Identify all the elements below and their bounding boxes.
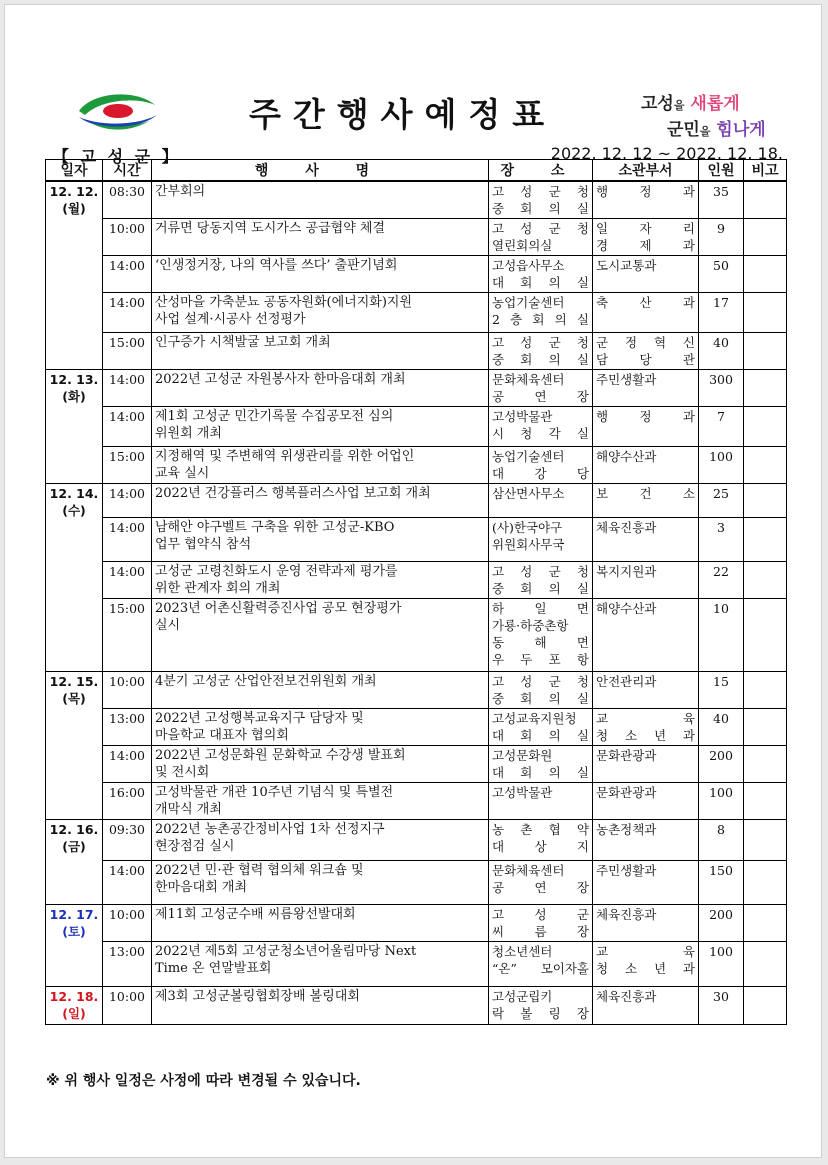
event-line: 2022년 민·관 협력 협의체 워크숍 및 bbox=[155, 863, 364, 878]
note-cell bbox=[744, 518, 787, 562]
count-cell: 10 bbox=[699, 599, 744, 672]
dept-cell bbox=[593, 407, 699, 447]
dept-line: 경 제 과 bbox=[596, 238, 695, 253]
place-line: 고 성 군 bbox=[492, 907, 589, 922]
schedule-body bbox=[46, 181, 787, 1025]
event-line: 제1회 고성군 민간기록물 수집공모전 심의 bbox=[155, 409, 394, 424]
time-cell: 08:30 bbox=[103, 181, 152, 219]
place-line: 중 회 의 실 bbox=[492, 201, 589, 216]
weekly-schedule-table bbox=[45, 159, 787, 1025]
dept-cell bbox=[593, 256, 699, 293]
time-cell: 14:00 bbox=[103, 407, 152, 447]
table-row bbox=[46, 256, 787, 293]
time-cell: 14:00 bbox=[103, 293, 152, 333]
place-cell bbox=[489, 905, 593, 942]
col-header-time: 시간 bbox=[103, 160, 152, 182]
slogan-word-goseong: 고성 bbox=[641, 94, 674, 114]
place-line: 가룡·하중촌항 bbox=[492, 618, 569, 633]
place-line: 고 성 군 청 bbox=[492, 674, 589, 689]
place-cell bbox=[489, 407, 593, 447]
event-line: 위한 관계자 회의 개최 bbox=[155, 581, 281, 596]
place-cell bbox=[489, 447, 593, 484]
note-cell bbox=[744, 709, 787, 746]
count-cell: 7 bbox=[699, 407, 744, 447]
note-cell bbox=[744, 861, 787, 905]
place-line: 대 회 의 실 bbox=[492, 275, 589, 290]
weekday-text: (금) bbox=[62, 839, 86, 854]
date-text: 12. 17. bbox=[49, 907, 99, 922]
place-line: 대 상 지 bbox=[492, 839, 589, 854]
event-line: 실시 bbox=[155, 618, 181, 633]
event-line: 2022년 농촌공간정비사업 1차 선정지구 bbox=[155, 822, 385, 837]
note-cell bbox=[744, 484, 787, 518]
place-line: 공 연 장 bbox=[492, 880, 589, 895]
count-cell: 40 bbox=[699, 333, 744, 370]
table-row bbox=[46, 861, 787, 905]
slogan-word-energy: 힘나게 bbox=[716, 120, 766, 140]
dept-line: 주민생활과 bbox=[596, 863, 657, 878]
place-line: (사)한국야구 bbox=[492, 520, 563, 535]
county-slogan bbox=[641, 89, 791, 141]
weekday-text: (일) bbox=[62, 1006, 86, 1021]
note-cell bbox=[744, 820, 787, 861]
dept-line: 해양수산과 bbox=[596, 601, 657, 616]
event-cell bbox=[152, 518, 489, 562]
event-line: 2022년 건강플러스 행복플러스사업 보고회 개최 bbox=[155, 486, 431, 501]
place-line: 고성읍사무소 bbox=[492, 258, 565, 273]
time-cell: 10:00 bbox=[103, 905, 152, 942]
weekday-text: (목) bbox=[62, 691, 86, 706]
dept-cell bbox=[593, 447, 699, 484]
dept-cell bbox=[593, 672, 699, 709]
event-line: Time 온 연말발표회 bbox=[155, 961, 272, 976]
dept-line: 문화관광과 bbox=[596, 748, 657, 763]
weekday-text: (화) bbox=[62, 389, 86, 404]
place-cell bbox=[489, 599, 593, 672]
dept-line: 문화관광과 bbox=[596, 785, 657, 800]
note-cell bbox=[744, 746, 787, 783]
event-line: 현장점검 실시 bbox=[155, 839, 235, 854]
note-cell bbox=[744, 293, 787, 333]
count-cell: 25 bbox=[699, 484, 744, 518]
count-cell: 17 bbox=[699, 293, 744, 333]
event-cell bbox=[152, 987, 489, 1025]
place-cell bbox=[489, 746, 593, 783]
place-cell bbox=[489, 256, 593, 293]
place-cell bbox=[489, 672, 593, 709]
date-text: 12. 18. bbox=[49, 989, 99, 1004]
place-cell bbox=[489, 293, 593, 333]
note-cell bbox=[744, 447, 787, 484]
count-cell: 15 bbox=[699, 672, 744, 709]
time-cell: 10:00 bbox=[103, 219, 152, 256]
place-line: 고성박물관 bbox=[492, 409, 553, 424]
event-line: 및 전시회 bbox=[155, 765, 210, 780]
event-line: 한마음대회 개최 bbox=[155, 880, 248, 895]
time-cell: 13:00 bbox=[103, 709, 152, 746]
dept-cell bbox=[593, 484, 699, 518]
weekday-text: (월) bbox=[62, 201, 86, 216]
event-cell bbox=[152, 219, 489, 256]
note-cell bbox=[744, 256, 787, 293]
place-line: 농업기술센터 bbox=[492, 449, 565, 464]
page-title: 주간행사예정표 bbox=[249, 95, 557, 134]
time-cell: 15:00 bbox=[103, 447, 152, 484]
table-row bbox=[46, 820, 787, 861]
event-cell bbox=[152, 484, 489, 518]
event-line: 거류면 당동지역 도시가스 공급협약 체결 bbox=[155, 221, 386, 236]
time-cell: 14:00 bbox=[103, 861, 152, 905]
dept-line: 농촌정책과 bbox=[596, 822, 657, 837]
dept-cell bbox=[593, 861, 699, 905]
event-line: 개막식 개최 bbox=[155, 802, 222, 817]
schedule-period: 2022. 12. 12 ~ 2022. 12. 18. bbox=[550, 144, 783, 163]
table-row bbox=[46, 219, 787, 256]
event-cell bbox=[152, 672, 489, 709]
date-text: 12. 15. bbox=[49, 674, 99, 689]
time-cell: 14:00 bbox=[103, 370, 152, 407]
note-cell bbox=[744, 599, 787, 672]
note-cell bbox=[744, 333, 787, 370]
place-line: 고성군립키 bbox=[492, 989, 553, 1004]
dept-line: 담 당 관 bbox=[596, 352, 695, 367]
place-line: 고 성 군 청 bbox=[492, 221, 589, 236]
dept-cell bbox=[593, 518, 699, 562]
event-line: 4분기 고성군 산업안전보건위원회 개최 bbox=[155, 674, 377, 689]
footnote: ※ 위 행사 일정은 사정에 따라 변경될 수 있습니다. bbox=[46, 1073, 361, 1089]
place-line: 고성박물관 bbox=[492, 785, 553, 800]
col-header-dept: 소관부서 bbox=[593, 160, 699, 182]
slogan-word-residents: 군민 bbox=[667, 120, 700, 140]
count-cell: 40 bbox=[699, 709, 744, 746]
event-cell bbox=[152, 407, 489, 447]
col-header-note: 비고 bbox=[744, 160, 787, 182]
count-cell: 50 bbox=[699, 256, 744, 293]
place-line: 2 층 회 의 실 bbox=[492, 312, 589, 327]
dept-line: 해양수산과 bbox=[596, 449, 657, 464]
time-cell: 09:30 bbox=[103, 820, 152, 861]
event-line: 간부회의 bbox=[155, 184, 206, 199]
event-cell bbox=[152, 709, 489, 746]
count-cell: 100 bbox=[699, 783, 744, 820]
place-cell bbox=[489, 562, 593, 599]
place-cell bbox=[489, 219, 593, 256]
place-cell bbox=[489, 484, 593, 518]
county-label: 【 고 성 군 】 bbox=[53, 147, 181, 166]
dept-line: 행 정 과 bbox=[596, 409, 695, 424]
dept-cell bbox=[593, 942, 699, 987]
place-cell bbox=[489, 518, 593, 562]
count-cell: 22 bbox=[699, 562, 744, 599]
dept-line: 축 산 과 bbox=[596, 295, 695, 310]
time-cell: 14:00 bbox=[103, 256, 152, 293]
place-line: “온” 모이자홀 bbox=[492, 961, 589, 976]
place-line: 삼산면사무소 bbox=[492, 486, 565, 501]
place-line: 고성교육지원청 bbox=[492, 711, 577, 726]
date-text: 12. 12. bbox=[49, 184, 99, 199]
table-row bbox=[46, 709, 787, 746]
event-line: 제3회 고성군볼링협회장배 볼링대회 bbox=[155, 989, 360, 1004]
weekday-text: (토) bbox=[62, 924, 86, 939]
count-cell: 200 bbox=[699, 746, 744, 783]
event-line: 고성군 고령친화도시 운영 전략과제 평가를 bbox=[155, 564, 398, 579]
event-cell bbox=[152, 599, 489, 672]
time-cell: 14:00 bbox=[103, 484, 152, 518]
place-line: 우 두 포 항 bbox=[492, 652, 589, 667]
weekday-text: (수) bbox=[62, 503, 86, 518]
event-line: 2023년 어촌신활력증진사업 공모 현장평가 bbox=[155, 601, 402, 616]
event-cell bbox=[152, 905, 489, 942]
note-cell bbox=[744, 407, 787, 447]
note-cell bbox=[744, 942, 787, 987]
dept-cell bbox=[593, 905, 699, 942]
time-cell: 16:00 bbox=[103, 783, 152, 820]
table-row bbox=[46, 484, 787, 518]
date-text: 12. 14. bbox=[49, 486, 99, 501]
table-row bbox=[46, 562, 787, 599]
table-row bbox=[46, 518, 787, 562]
slogan-particle-1: 을 bbox=[673, 99, 685, 112]
date-text: 12. 16. bbox=[49, 822, 99, 837]
col-header-count: 인원 bbox=[699, 160, 744, 182]
event-cell bbox=[152, 861, 489, 905]
place-line: 청소년센터 bbox=[492, 944, 553, 959]
place-line: 대 강 당 bbox=[492, 466, 589, 481]
place-cell bbox=[489, 942, 593, 987]
event-line: 2022년 고성군 자원봉사자 한마음대회 개최 bbox=[155, 372, 406, 387]
table-row bbox=[46, 407, 787, 447]
event-cell bbox=[152, 370, 489, 407]
table-row bbox=[46, 181, 787, 219]
table-row bbox=[46, 447, 787, 484]
count-cell: 300 bbox=[699, 370, 744, 407]
count-cell: 35 bbox=[699, 181, 744, 219]
table-row bbox=[46, 746, 787, 783]
place-line: 하 일 면 bbox=[492, 601, 589, 616]
dept-line: 체육진흥과 bbox=[596, 989, 657, 1004]
event-line: 사업 설계·시공사 선정평가 bbox=[155, 312, 306, 327]
goseong-logo bbox=[75, 85, 159, 135]
place-line: 농 촌 협 약 bbox=[492, 822, 589, 837]
place-line: 농업기술센터 bbox=[492, 295, 565, 310]
place-cell bbox=[489, 820, 593, 861]
dept-cell bbox=[593, 599, 699, 672]
count-cell: 100 bbox=[699, 447, 744, 484]
date-cell bbox=[46, 181, 103, 370]
event-cell bbox=[152, 746, 489, 783]
dept-cell bbox=[593, 219, 699, 256]
dept-line: 행 정 과 bbox=[596, 184, 695, 199]
place-line: 대 회 의 실 bbox=[492, 765, 589, 780]
place-line: 문화체육센터 bbox=[492, 863, 565, 878]
place-cell bbox=[489, 709, 593, 746]
date-text: 12. 13. bbox=[49, 372, 99, 387]
time-cell: 14:00 bbox=[103, 562, 152, 599]
dept-cell bbox=[593, 562, 699, 599]
place-line: 중 회 의 실 bbox=[492, 691, 589, 706]
col-header-place: 장 소 bbox=[489, 160, 593, 182]
table-header-row bbox=[46, 160, 787, 182]
event-line: 2022년 제5회 고성군청소년어울림마당 Next bbox=[155, 944, 417, 959]
table-row bbox=[46, 370, 787, 407]
date-cell bbox=[46, 484, 103, 672]
event-line: 지정해역 및 주변해역 위생관리를 위한 어업인 bbox=[155, 449, 415, 464]
note-cell bbox=[744, 181, 787, 219]
dept-cell bbox=[593, 709, 699, 746]
count-cell: 9 bbox=[699, 219, 744, 256]
place-line: 고성문화원 bbox=[492, 748, 553, 763]
slogan-word-new: 새롭게 bbox=[690, 94, 740, 114]
dept-cell bbox=[593, 783, 699, 820]
dept-line: 청 소 년 과 bbox=[596, 961, 695, 976]
time-cell: 14:00 bbox=[103, 518, 152, 562]
place-cell bbox=[489, 987, 593, 1025]
count-cell: 8 bbox=[699, 820, 744, 861]
count-cell: 30 bbox=[699, 987, 744, 1025]
slogan-particle-2: 을 bbox=[699, 125, 711, 138]
dept-cell bbox=[593, 987, 699, 1025]
event-line: 산성마을 가축분뇨 공동자원화(에너지화)지원 bbox=[155, 295, 413, 310]
event-cell bbox=[152, 293, 489, 333]
col-header-event: 행 사 명 bbox=[152, 160, 489, 182]
event-cell bbox=[152, 181, 489, 219]
time-cell: 13:00 bbox=[103, 942, 152, 987]
event-cell bbox=[152, 783, 489, 820]
date-cell bbox=[46, 905, 103, 987]
dept-cell bbox=[593, 181, 699, 219]
place-cell bbox=[489, 370, 593, 407]
event-line: ‘인생정거장, 나의 역사를 쓰다’ 출판기념회 bbox=[155, 258, 398, 273]
event-cell bbox=[152, 562, 489, 599]
event-line: 2022년 고성행복교육지구 담당자 및 bbox=[155, 711, 364, 726]
place-line: 문화체육센터 bbox=[492, 372, 565, 387]
time-cell: 15:00 bbox=[103, 599, 152, 672]
place-line: 열린회의실 bbox=[492, 238, 553, 253]
place-line: 고 성 군 청 bbox=[492, 335, 589, 350]
table-row bbox=[46, 987, 787, 1025]
dept-cell bbox=[593, 820, 699, 861]
time-cell: 14:00 bbox=[103, 746, 152, 783]
dept-line: 도시교통과 bbox=[596, 258, 657, 273]
place-cell bbox=[489, 333, 593, 370]
table-row bbox=[46, 783, 787, 820]
dept-line: 일 자 리 bbox=[596, 221, 695, 236]
dept-line: 청 소 년 과 bbox=[596, 728, 695, 743]
count-cell: 100 bbox=[699, 942, 744, 987]
table-row bbox=[46, 599, 787, 672]
dept-line: 교 육 bbox=[596, 711, 695, 726]
event-line: 2022년 고성문화원 문화학교 수강생 발표회 bbox=[155, 748, 406, 763]
date-cell bbox=[46, 987, 103, 1025]
place-cell bbox=[489, 861, 593, 905]
time-cell: 10:00 bbox=[103, 672, 152, 709]
dept-cell bbox=[593, 746, 699, 783]
event-cell bbox=[152, 333, 489, 370]
count-cell: 200 bbox=[699, 905, 744, 942]
note-cell bbox=[744, 672, 787, 709]
event-line: 마을학교 대표자 협의회 bbox=[155, 728, 289, 743]
dept-cell bbox=[593, 293, 699, 333]
dept-cell bbox=[593, 370, 699, 407]
event-cell bbox=[152, 256, 489, 293]
event-line: 교육 실시 bbox=[155, 466, 210, 481]
note-cell bbox=[744, 370, 787, 407]
time-cell: 10:00 bbox=[103, 987, 152, 1025]
table-row bbox=[46, 293, 787, 333]
place-line: 공 연 장 bbox=[492, 389, 589, 404]
table-row bbox=[46, 672, 787, 709]
event-line: 위원회 개최 bbox=[155, 426, 222, 441]
place-line: 대 회 의 실 bbox=[492, 728, 589, 743]
place-line: 시 청 각 실 bbox=[492, 426, 589, 441]
dept-line: 군 정 혁 신 bbox=[596, 335, 695, 350]
place-line: 중 회 의 실 bbox=[492, 352, 589, 367]
note-cell bbox=[744, 562, 787, 599]
event-line: 고성박물관 개관 10주년 기념식 및 특별전 bbox=[155, 785, 394, 800]
dept-line: 체육진흥과 bbox=[596, 907, 657, 922]
dept-line: 교 육 bbox=[596, 944, 695, 959]
dept-cell bbox=[593, 333, 699, 370]
place-line: 씨 름 장 bbox=[492, 924, 589, 939]
date-cell bbox=[46, 820, 103, 905]
place-line: 락 볼 링 장 bbox=[492, 1006, 589, 1021]
place-line: 위원회사무국 bbox=[492, 537, 565, 552]
event-cell bbox=[152, 820, 489, 861]
count-cell: 3 bbox=[699, 518, 744, 562]
event-line: 제11회 고성군수배 씨름왕선발대회 bbox=[155, 907, 356, 922]
dept-line: 체육진흥과 bbox=[596, 520, 657, 535]
dept-line: 안전관리과 bbox=[596, 674, 657, 689]
place-cell bbox=[489, 181, 593, 219]
dept-line: 주민생활과 bbox=[596, 372, 657, 387]
note-cell bbox=[744, 219, 787, 256]
time-cell: 15:00 bbox=[103, 333, 152, 370]
event-line: 인구증가 시책발굴 보고회 개최 bbox=[155, 335, 331, 350]
date-cell bbox=[46, 672, 103, 820]
note-cell bbox=[744, 783, 787, 820]
place-line: 중 회 의 실 bbox=[492, 581, 589, 596]
place-line: 고 성 군 청 bbox=[492, 184, 589, 199]
table-row bbox=[46, 333, 787, 370]
table-row bbox=[46, 942, 787, 987]
count-cell: 150 bbox=[699, 861, 744, 905]
table-row bbox=[46, 905, 787, 942]
place-cell bbox=[489, 783, 593, 820]
event-line: 업무 협약식 참석 bbox=[155, 537, 252, 552]
note-cell bbox=[744, 905, 787, 942]
place-line: 동 해 면 bbox=[492, 635, 589, 650]
dept-line: 보 건 소 bbox=[596, 486, 695, 501]
event-line: 남해안 야구벨트 구축을 위한 고성군-KBO bbox=[155, 520, 395, 535]
date-cell bbox=[46, 370, 103, 484]
event-cell bbox=[152, 942, 489, 987]
place-line: 고 성 군 청 bbox=[492, 564, 589, 579]
note-cell bbox=[744, 987, 787, 1025]
col-header-date: 일자 bbox=[46, 160, 103, 182]
dept-line: 복지지원과 bbox=[596, 564, 657, 579]
event-cell bbox=[152, 447, 489, 484]
